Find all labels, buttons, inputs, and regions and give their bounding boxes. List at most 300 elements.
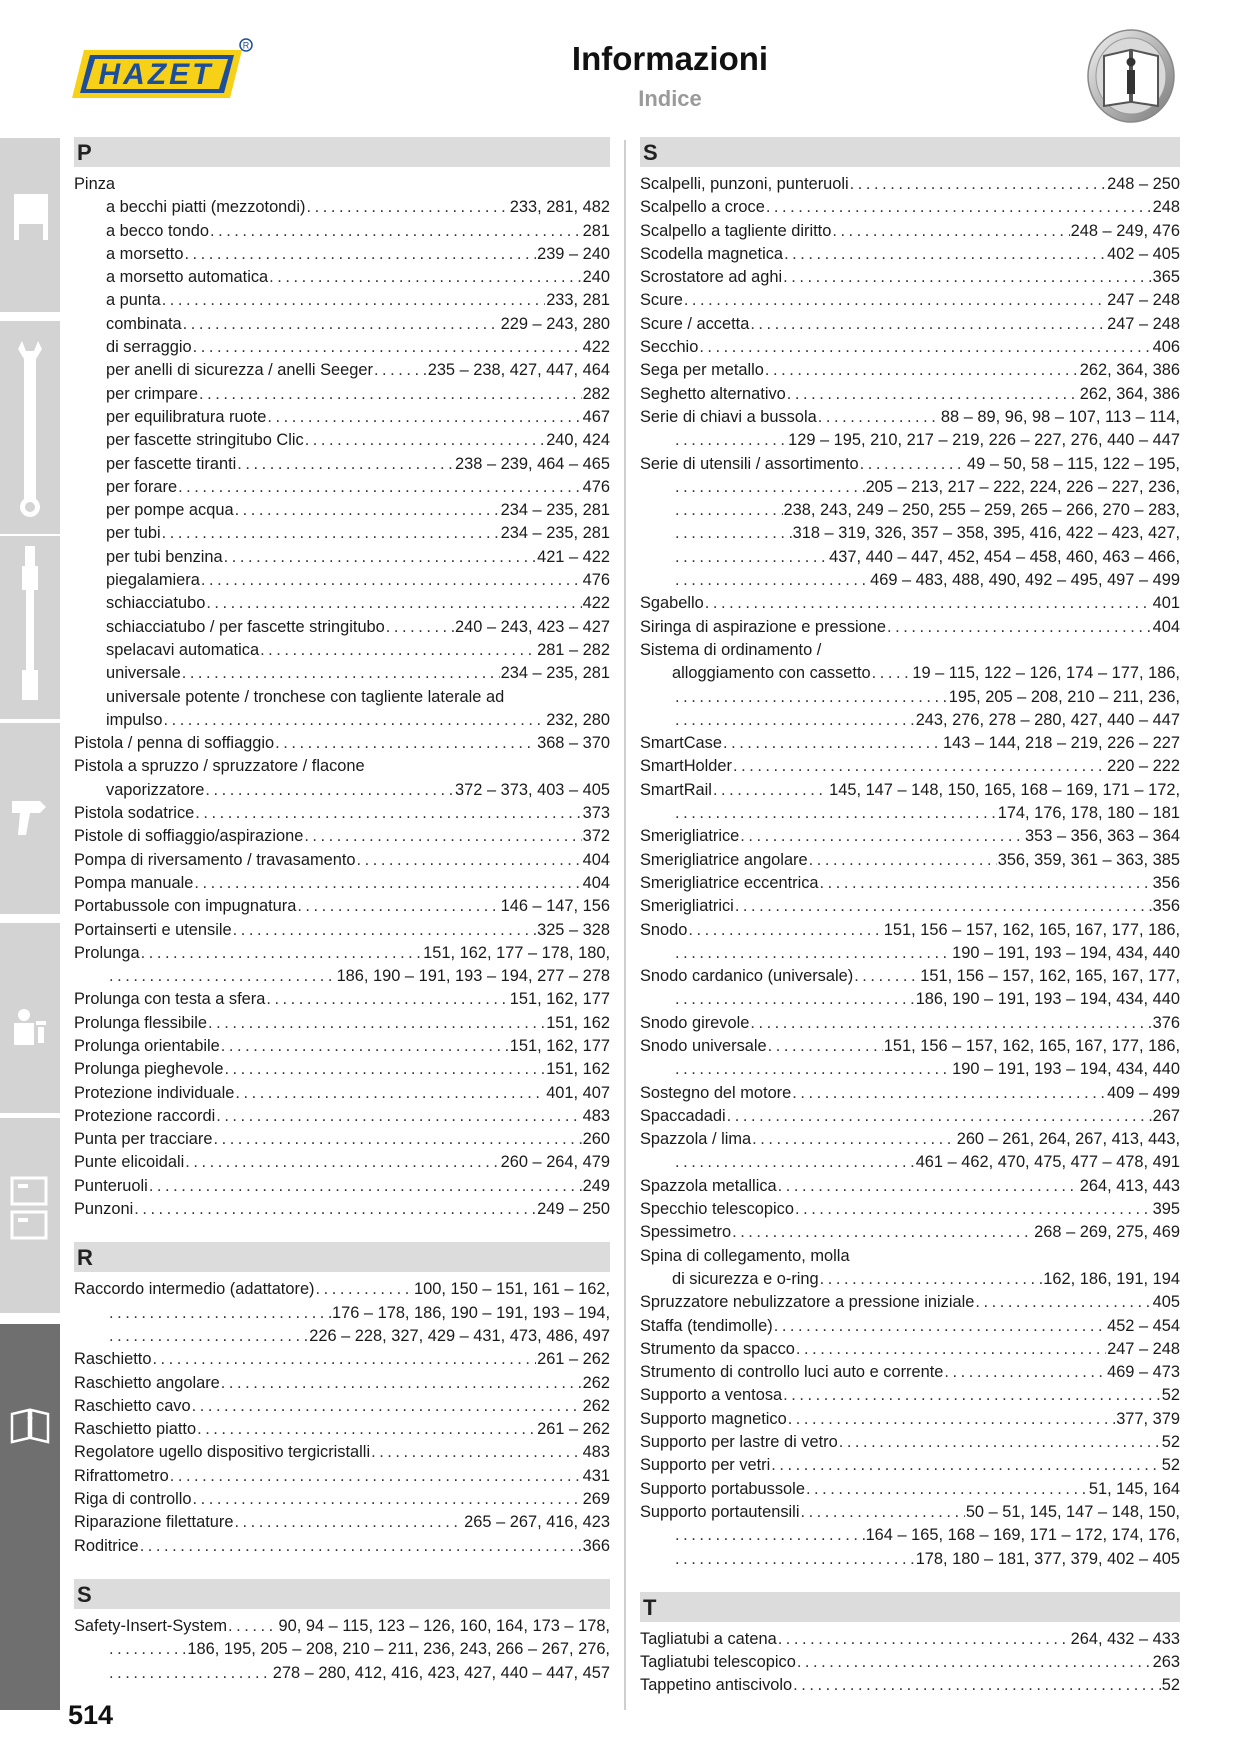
dot-leader bbox=[267, 406, 581, 429]
entry-pages: 263 bbox=[1152, 1653, 1180, 1672]
index-entry bbox=[74, 988, 610, 1011]
entry-term: Pompa di riversamento / travasamento bbox=[74, 850, 356, 869]
entry-term: per pompe acqua bbox=[106, 501, 234, 520]
entry-term: per equilibratura ruote bbox=[106, 407, 267, 426]
entry-pages: 248 – 249, 476 bbox=[1070, 221, 1180, 240]
index-entry bbox=[74, 1488, 610, 1511]
entry-pages: 365 bbox=[1152, 268, 1180, 287]
entry-term: Sgabello bbox=[640, 594, 704, 613]
entry-term: Snodo universale bbox=[640, 1036, 767, 1055]
index-entry bbox=[640, 1151, 1180, 1174]
entry-pages: 186, 190 – 191, 193 – 194, 277 – 278 bbox=[336, 967, 610, 986]
entry-pages: 476 bbox=[582, 571, 610, 590]
dot-leader bbox=[213, 1128, 581, 1151]
sidebar-tab-catalog[interactable] bbox=[0, 1118, 60, 1313]
section-letter-heading: S bbox=[74, 1579, 610, 1609]
index-entry bbox=[74, 499, 610, 522]
dot-leader bbox=[269, 266, 581, 289]
dot-leader bbox=[800, 1501, 964, 1524]
dot-leader bbox=[193, 1488, 582, 1511]
index-entry bbox=[74, 1302, 610, 1325]
entry-term: Pistola / penna di soffiaggio bbox=[74, 734, 275, 753]
entry-pages: 476 bbox=[582, 477, 610, 496]
entry-pages: 52 bbox=[1161, 1676, 1180, 1695]
index-entry bbox=[640, 1058, 1180, 1081]
index-entry bbox=[74, 872, 610, 895]
entry-pages: 325 – 328 bbox=[537, 920, 610, 939]
index-entry bbox=[74, 1638, 610, 1661]
entry-term: vaporizzatore bbox=[106, 780, 205, 799]
index-entry bbox=[74, 1012, 610, 1035]
entry-term: universale potente / tronchese con tagliente laterale ad bbox=[106, 687, 505, 706]
index-entry bbox=[640, 919, 1180, 942]
entry-term: Prolunga orientabile bbox=[74, 1036, 220, 1055]
dot-leader bbox=[944, 1361, 1106, 1384]
index-entry bbox=[640, 266, 1180, 289]
index-entry bbox=[640, 1431, 1180, 1454]
sidebar-tab-pneumatic[interactable] bbox=[0, 723, 60, 914]
entry-pages: 146 – 147, 156 bbox=[500, 897, 610, 916]
entry-term: Scalpello a tagliente diritto bbox=[640, 221, 832, 240]
sidebar-tab-torque[interactable] bbox=[0, 536, 60, 719]
index-entry bbox=[640, 1082, 1180, 1105]
entry-term: Prolunga flessibile bbox=[74, 1013, 208, 1032]
entry-pages: 235 – 238, 427, 447, 464 bbox=[427, 361, 610, 380]
entry-pages: 243, 276, 278 – 280, 427, 440 – 447 bbox=[915, 710, 1180, 729]
dot-leader bbox=[260, 639, 536, 662]
entry-term: Raschietto angolare bbox=[74, 1373, 220, 1392]
entry-pages: 278 – 280, 412, 416, 423, 427, 440 – 447, 457 bbox=[272, 1663, 610, 1682]
index-entry bbox=[74, 1535, 610, 1558]
entry-term: Scure bbox=[640, 291, 683, 310]
dot-leader bbox=[783, 1384, 1161, 1407]
entry-pages: 178, 180 – 181, 377, 379, 402 – 405 bbox=[915, 1549, 1180, 1568]
dot-leader bbox=[216, 1105, 581, 1128]
info-book-icon bbox=[1086, 26, 1176, 124]
entry-pages: 368 – 370 bbox=[537, 734, 610, 753]
entry-pages: 260 bbox=[582, 1130, 610, 1149]
section-letter-heading: T bbox=[640, 1592, 1180, 1622]
index-entry bbox=[640, 336, 1180, 359]
dot-leader bbox=[675, 686, 948, 709]
dot-leader bbox=[210, 220, 582, 243]
entry-pages: 234 – 235, 281 bbox=[500, 501, 610, 520]
entry-term: Sistema di ordinamento / bbox=[640, 640, 822, 659]
dot-leader bbox=[201, 569, 582, 592]
entry-term: Sostegno del motore bbox=[640, 1083, 792, 1102]
index-entry bbox=[74, 476, 610, 499]
index-entry bbox=[640, 592, 1180, 615]
dot-leader bbox=[699, 336, 1151, 359]
entry-term: di sicurezza e o-ring bbox=[672, 1269, 819, 1288]
entry-pages: 247 – 248 bbox=[1107, 314, 1180, 333]
entry-pages: 232, 280 bbox=[546, 710, 610, 729]
entry-pages: 145, 147 – 148, 150, 165, 168 – 169, 171 – 172, bbox=[829, 780, 1180, 799]
dot-leader bbox=[192, 1395, 582, 1418]
dot-leader bbox=[195, 802, 581, 825]
index-entry bbox=[640, 1268, 1180, 1291]
index-entry bbox=[640, 849, 1180, 872]
index-entry bbox=[640, 1315, 1180, 1338]
entry-pages: 406 bbox=[1152, 338, 1180, 357]
index-entry bbox=[74, 1465, 610, 1488]
entry-pages: 143 – 144, 218 – 219, 226 – 227 bbox=[943, 734, 1180, 753]
entry-pages: 372 – 373, 403 – 405 bbox=[455, 780, 610, 799]
entry-pages: 318 – 319, 326, 357 – 358, 395, 416, 422 – 423, 427, bbox=[792, 524, 1180, 543]
index-entry bbox=[74, 383, 610, 406]
index-entry bbox=[640, 988, 1180, 1011]
entry-term: Scrostatore ad aghi bbox=[640, 268, 783, 287]
entry-term: Punta per tracciare bbox=[74, 1130, 213, 1149]
sidebar-tab-info[interactable] bbox=[0, 1324, 60, 1710]
entry-pages: 129 – 195, 210, 217 – 219, 226 – 227, 276, 440 – 447 bbox=[788, 431, 1180, 450]
dot-leader bbox=[771, 1454, 1160, 1477]
index-entry bbox=[640, 359, 1180, 382]
entry-pages: 248 bbox=[1152, 198, 1180, 217]
dot-leader bbox=[788, 1408, 1115, 1431]
entry-term: Snodo girevole bbox=[640, 1013, 750, 1032]
hazet-logo bbox=[70, 36, 255, 110]
section-gap bbox=[640, 1571, 1180, 1592]
entry-term: a punta bbox=[106, 291, 161, 310]
dot-leader bbox=[839, 1431, 1161, 1454]
dot-leader bbox=[818, 406, 940, 429]
entry-pages: 247 – 248 bbox=[1107, 1339, 1180, 1358]
index-entry bbox=[640, 1105, 1180, 1128]
entry-term: Snodo cardanico (universale) bbox=[640, 967, 854, 986]
entry-pages: 249 bbox=[582, 1176, 610, 1195]
entry-term: Scure / accetta bbox=[640, 314, 750, 333]
dot-leader bbox=[766, 196, 1152, 219]
entry-term: Spessimetro bbox=[640, 1223, 732, 1242]
dot-leader bbox=[832, 220, 1069, 243]
index-entry bbox=[640, 476, 1180, 499]
entry-pages: 366 bbox=[582, 1536, 610, 1555]
entry-pages: 409 – 499 bbox=[1107, 1083, 1180, 1102]
index-entry bbox=[640, 546, 1180, 569]
entry-term: schiacciatubo bbox=[106, 594, 206, 613]
entry-pages: 229 – 243, 280 bbox=[500, 314, 610, 333]
entry-pages: 373 bbox=[582, 804, 610, 823]
dot-leader bbox=[778, 1628, 1070, 1651]
dot-leader bbox=[705, 592, 1152, 615]
index-entry bbox=[640, 196, 1180, 219]
entry-pages: 402 – 405 bbox=[1107, 244, 1180, 263]
dot-leader bbox=[774, 1315, 1106, 1338]
sidebar-tab-workshop[interactable] bbox=[0, 138, 60, 312]
entry-pages: 281 bbox=[582, 221, 610, 240]
dot-leader bbox=[675, 1058, 951, 1081]
entry-pages: 151, 162, 177 bbox=[509, 1036, 610, 1055]
index-entry bbox=[640, 1245, 1180, 1268]
entry-term: Roditrice bbox=[74, 1536, 139, 1555]
index-entry bbox=[640, 1338, 1180, 1361]
dot-leader bbox=[733, 755, 1106, 778]
dot-leader bbox=[357, 849, 582, 872]
index-entry bbox=[640, 825, 1180, 848]
entry-pages: 90, 94 – 115, 123 – 126, 160, 164, 173 – 178, bbox=[278, 1616, 610, 1635]
index-entry bbox=[640, 429, 1180, 452]
index-entry bbox=[640, 1628, 1180, 1651]
dot-leader bbox=[872, 662, 912, 685]
chapter-sidebar bbox=[0, 138, 60, 1710]
index-entry bbox=[640, 1674, 1180, 1697]
entry-term: Spruzzatore nebulizzatore a pressione iniziale bbox=[640, 1293, 975, 1312]
entry-term: universale bbox=[106, 664, 181, 683]
entry-pages: 353 – 356, 363 – 364 bbox=[1025, 827, 1180, 846]
section-gap bbox=[74, 1558, 610, 1579]
entry-term: Spaccadadi bbox=[640, 1106, 726, 1125]
index-entry bbox=[74, 732, 610, 755]
entry-term: Prolunga bbox=[74, 943, 140, 962]
entry-pages: 51, 145, 164 bbox=[1088, 1479, 1180, 1498]
entry-pages: 240 – 243, 423 – 427 bbox=[455, 617, 610, 636]
index-entry bbox=[74, 359, 610, 382]
entry-term: Supporto magnetico bbox=[640, 1409, 787, 1428]
dot-leader bbox=[163, 709, 545, 732]
mechanic-icon bbox=[0, 923, 60, 1113]
entry-pages: 467 bbox=[582, 407, 610, 426]
dot-leader bbox=[178, 476, 582, 499]
entry-pages: 261 – 262 bbox=[537, 1350, 610, 1369]
entry-term: Safety-Insert-System bbox=[74, 1616, 228, 1635]
index-entry bbox=[74, 1615, 610, 1638]
dot-leader bbox=[675, 499, 783, 522]
torque-wrench-icon bbox=[0, 536, 60, 719]
section-gap bbox=[74, 1221, 610, 1242]
index-entry bbox=[74, 895, 610, 918]
dot-leader bbox=[109, 965, 336, 988]
entry-term: Spazzola / lima bbox=[640, 1130, 752, 1149]
entry-pages: 195, 205 – 208, 210 – 211, 236, bbox=[948, 687, 1180, 706]
dot-leader bbox=[675, 429, 787, 452]
entry-term: Supporto portautensili bbox=[640, 1502, 800, 1521]
entry-pages: 233, 281 bbox=[546, 291, 610, 310]
entry-pages: 404 bbox=[582, 873, 610, 892]
dot-leader bbox=[183, 313, 500, 336]
dot-leader bbox=[684, 289, 1106, 312]
entry-term: per anelli di sicurezza / anelli Seeger bbox=[106, 361, 373, 380]
index-entry bbox=[640, 965, 1180, 988]
dot-leader bbox=[688, 919, 882, 942]
dot-leader bbox=[675, 802, 997, 825]
entry-term: Raccordo intermedio (adattatore) bbox=[74, 1280, 315, 1299]
index-entry bbox=[640, 1128, 1180, 1151]
index-entry bbox=[74, 1511, 610, 1534]
entry-term: Supporto per lastre di vetro bbox=[640, 1433, 838, 1452]
index-entry bbox=[74, 1441, 610, 1464]
entry-pages: 483 bbox=[582, 1106, 610, 1125]
entry-pages: 260 – 264, 479 bbox=[500, 1153, 610, 1172]
sidebar-tab-service[interactable] bbox=[0, 923, 60, 1113]
dot-leader bbox=[234, 1511, 463, 1534]
index-entry bbox=[640, 173, 1180, 196]
entry-term: per tubi benzina bbox=[106, 547, 223, 566]
entry-pages: 268 – 269, 275, 469 bbox=[1034, 1223, 1180, 1242]
dot-leader bbox=[783, 266, 1152, 289]
dot-leader bbox=[182, 662, 500, 685]
index-entry bbox=[74, 1198, 610, 1221]
entry-term: combinata bbox=[106, 314, 182, 333]
entry-pages: 151, 156 – 157, 162, 165, 167, 177, bbox=[920, 967, 1180, 986]
entry-term: Prolunga pieghevole bbox=[74, 1060, 224, 1079]
entry-pages: 240 bbox=[582, 268, 610, 287]
dot-leader bbox=[752, 1128, 956, 1151]
index-entry bbox=[640, 1651, 1180, 1674]
index-entry bbox=[74, 825, 610, 848]
index-entry bbox=[74, 569, 610, 592]
index-entry bbox=[74, 1175, 610, 1198]
entry-pages: 249 – 250 bbox=[537, 1200, 610, 1219]
dot-leader bbox=[109, 1662, 272, 1685]
index-entry bbox=[74, 779, 610, 802]
entry-pages: 220 – 222 bbox=[1107, 757, 1180, 776]
entry-pages: 49 – 50, 58 – 115, 122 – 195, bbox=[967, 454, 1180, 473]
index-entry bbox=[74, 1035, 610, 1058]
entry-pages: 264, 413, 443 bbox=[1079, 1176, 1180, 1195]
dot-leader bbox=[235, 499, 500, 522]
dot-leader bbox=[732, 1221, 1033, 1244]
dot-leader bbox=[162, 289, 546, 312]
entry-term: Pistole di soffiaggio/aspirazione bbox=[74, 827, 304, 846]
entry-term: Spina di collegamento, molla bbox=[640, 1246, 850, 1265]
entry-pages: 437, 440 – 447, 452, 454 – 458, 460, 463 – 466, bbox=[829, 547, 1180, 566]
dot-leader bbox=[374, 359, 427, 382]
dot-leader bbox=[887, 616, 1152, 639]
dot-leader bbox=[170, 1465, 582, 1488]
dot-leader bbox=[750, 1012, 1151, 1035]
index-entry bbox=[640, 662, 1180, 685]
entry-term: Raschietto piatto bbox=[74, 1420, 197, 1439]
entry-pages: 422 bbox=[582, 594, 610, 613]
sidebar-tab-wrenches[interactable] bbox=[0, 321, 60, 534]
entry-pages: 186, 190 – 191, 193 – 194, 434, 440 bbox=[915, 990, 1180, 1009]
entry-pages: 422 bbox=[582, 338, 610, 357]
entry-term: Pistola sodatrice bbox=[74, 804, 195, 823]
entry-pages: 186, 195, 205 – 208, 210 – 211, 236, 243, 266 – 267, 276, bbox=[187, 1640, 610, 1659]
entry-term: Supporto portabussole bbox=[640, 1479, 805, 1498]
dot-leader bbox=[750, 313, 1106, 336]
index-entry bbox=[640, 802, 1180, 825]
entry-pages: 174, 176, 178, 180 – 181 bbox=[997, 804, 1180, 823]
dot-leader bbox=[307, 196, 509, 219]
entry-pages: 421 – 422 bbox=[537, 547, 610, 566]
page-header bbox=[0, 0, 1240, 130]
entry-term: a morsetto automatica bbox=[106, 268, 269, 287]
entry-term: per crimpare bbox=[106, 384, 198, 403]
entry-pages: 151, 156 – 157, 162, 165, 167, 177, 186, bbox=[883, 1036, 1180, 1055]
index-entry bbox=[74, 196, 610, 219]
entry-pages: 52 bbox=[1161, 1456, 1180, 1475]
entry-term: Punte elicoidali bbox=[74, 1153, 185, 1172]
index-entry bbox=[640, 1501, 1180, 1524]
entry-pages: 162, 186, 191, 194 bbox=[1043, 1269, 1180, 1288]
index-entry bbox=[74, 919, 610, 942]
index-entry bbox=[74, 1128, 610, 1151]
index-entry bbox=[74, 1325, 610, 1348]
entry-term: Rifrattometro bbox=[74, 1466, 169, 1485]
index-entry bbox=[640, 1175, 1180, 1198]
index-entry bbox=[640, 1478, 1180, 1501]
entry-pages: 376 bbox=[1152, 1013, 1180, 1032]
page-title: Informazioni bbox=[571, 40, 769, 77]
entry-term: Smerigliatrice bbox=[640, 827, 740, 846]
entry-pages: 262, 364, 386 bbox=[1079, 361, 1180, 380]
entry-term: Seghetto alternativo bbox=[640, 384, 786, 403]
dot-leader bbox=[796, 1338, 1106, 1361]
entry-pages: 356, 359, 361 – 363, 385 bbox=[997, 850, 1180, 869]
entry-term: Smerigliatrice angolare bbox=[640, 850, 808, 869]
index-entry bbox=[74, 1348, 610, 1371]
dot-leader bbox=[228, 1615, 278, 1638]
entry-term: Pistola a spruzzo / spruzzatore / flacone bbox=[74, 757, 365, 776]
entry-term: Tagliatubi telescopico bbox=[640, 1653, 796, 1672]
dot-leader bbox=[275, 732, 536, 755]
index-entry bbox=[74, 662, 610, 685]
index-entry bbox=[640, 522, 1180, 545]
index-entry bbox=[640, 895, 1180, 918]
entry-term: Portabussole con impugnatura bbox=[74, 897, 297, 916]
entry-term: Scodella magnetica bbox=[640, 244, 784, 263]
entry-term: alloggiamento con cassetto bbox=[672, 664, 871, 683]
dot-leader bbox=[675, 1524, 865, 1547]
entry-term: Supporto per vetri bbox=[640, 1456, 771, 1475]
index-entry bbox=[74, 289, 610, 312]
dot-leader bbox=[675, 988, 915, 1011]
entry-term: Serie di utensili / assortimento bbox=[640, 454, 859, 473]
entry-term: per fascette stringitubo Clic bbox=[106, 431, 304, 450]
catalog-icon bbox=[0, 1118, 60, 1313]
index-entry bbox=[640, 220, 1180, 243]
entry-term: Scalpello a croce bbox=[640, 198, 765, 217]
dot-leader bbox=[792, 1082, 1106, 1105]
entry-term: Raschietto cavo bbox=[74, 1396, 191, 1415]
dot-leader bbox=[109, 1302, 331, 1325]
entry-pages: 52 bbox=[1161, 1433, 1180, 1452]
entry-term: a becchi piatti (mezzotondi) bbox=[106, 198, 306, 217]
entry-pages: 88 – 89, 96, 98 – 107, 113 – 114, bbox=[940, 407, 1180, 426]
entry-pages: 377, 379 bbox=[1116, 1409, 1180, 1428]
index-entry bbox=[74, 802, 610, 825]
brand-text: HAZET bbox=[98, 58, 214, 91]
entry-term: di serraggio bbox=[106, 338, 192, 357]
entry-pages: 401, 407 bbox=[546, 1083, 610, 1102]
index-entry bbox=[74, 313, 610, 336]
index-entry bbox=[74, 1151, 610, 1174]
index-entry bbox=[74, 243, 610, 266]
index-entry bbox=[640, 639, 1180, 662]
dot-leader bbox=[197, 1418, 536, 1441]
entry-pages: 483 bbox=[582, 1443, 610, 1462]
entry-term: SmartRail bbox=[640, 780, 712, 799]
entry-pages: 100, 150 – 151, 161 – 162, bbox=[414, 1280, 610, 1299]
entry-term: Secchio bbox=[640, 338, 699, 357]
entry-pages: 233, 281, 482 bbox=[509, 198, 610, 217]
dot-leader bbox=[820, 1268, 1043, 1291]
entry-term: impulso bbox=[106, 710, 163, 729]
dot-leader bbox=[675, 522, 792, 545]
entry-pages: 247 – 248 bbox=[1107, 291, 1180, 310]
dot-leader bbox=[221, 1035, 509, 1058]
dot-leader bbox=[797, 1651, 1152, 1674]
entry-term: Staffa (tendimolle) bbox=[640, 1316, 773, 1335]
entry-pages: 190 – 191, 193 – 194, 434, 440 bbox=[952, 1060, 1180, 1079]
index-entry bbox=[74, 406, 610, 429]
index-entry bbox=[640, 709, 1180, 732]
index-entry bbox=[74, 849, 610, 872]
entry-term: Strumento di controllo luci auto e corrente bbox=[640, 1363, 944, 1382]
entry-pages: 282 bbox=[582, 384, 610, 403]
